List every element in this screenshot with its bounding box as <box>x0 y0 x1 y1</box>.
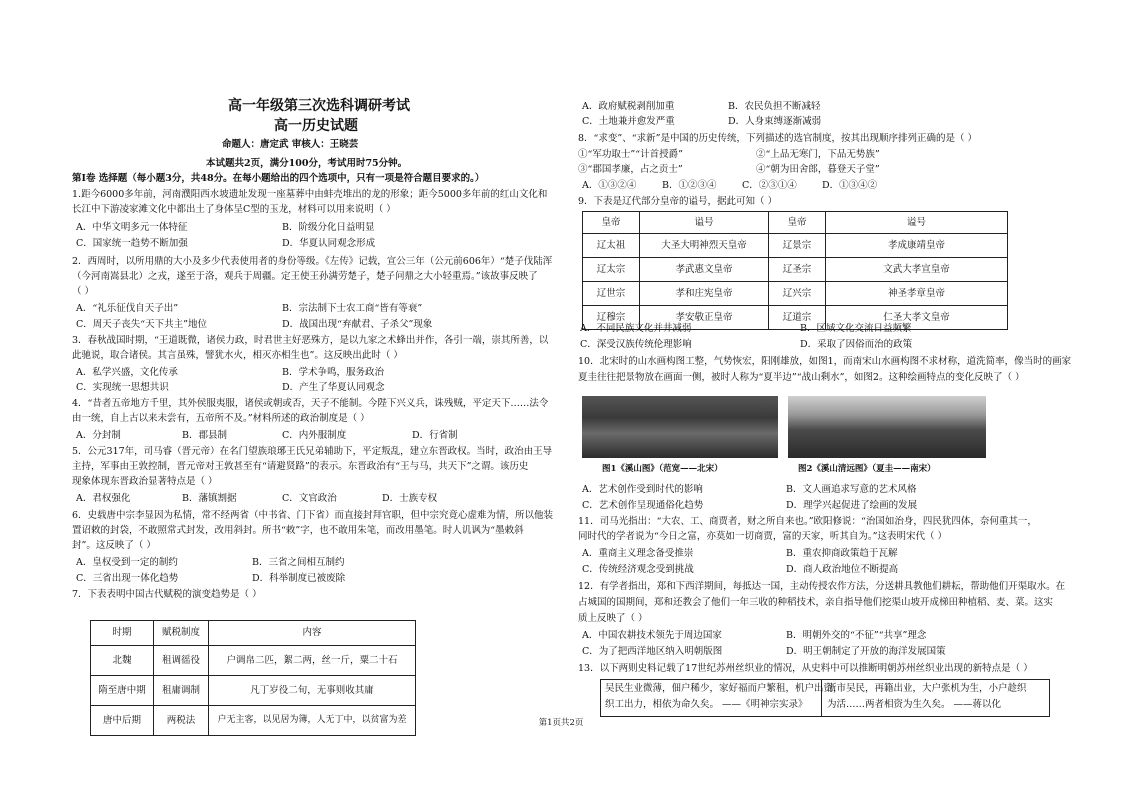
quote-text: 织工出力，相依为命久矣。 ——《明神宗实录》 <box>605 699 808 710</box>
option: C．艺术创作呈现通俗化趋势 <box>582 500 704 511</box>
subject-title: 高一历史试题 <box>274 118 358 134</box>
option: D．理学兴起促进了绘画的发展 <box>786 500 918 511</box>
option: B．①②③④ <box>662 180 717 191</box>
table-cell: 孝安敬正皇帝 <box>640 306 769 330</box>
option: D．科举制度已被废除 <box>252 573 346 584</box>
table-header: 皇帝 <box>769 212 826 234</box>
question-text: 3．春秋战国时期，“王道既微，诸侯力政，时君世主好恶殊方，是以九家之术蜂出并作，各引一端，崇其所善，以 <box>72 335 549 346</box>
question-text: 6．史载唐中宗李显因为私情，常不经两省（中书省、门下省）而直接封拜官职，但中宗究竟心虚难为情，所以他装 <box>72 510 554 521</box>
option: A．“礼乐征伐自天子出” <box>76 303 179 314</box>
table-cell: 辽圣宗 <box>769 258 826 282</box>
figure-caption: 图1《溪山图》（范宽——北宋） <box>602 464 723 474</box>
table-cell: 户无主客，以见居为簿，人无丁中，以贫富为差 <box>209 706 416 736</box>
table-cell: 辽道宗 <box>769 306 826 330</box>
option: C．深受汉族传统伦理影响 <box>580 339 692 350</box>
option: A．艺术创作受到时代的影响 <box>582 484 703 495</box>
table-cell: 辽世宗 <box>583 282 640 306</box>
option: D．战国出现“弃献君、子杀父”现象 <box>282 319 433 330</box>
option: D．商人政治地位不断提高 <box>786 564 899 575</box>
option: C．实现统一思想共识 <box>76 382 169 393</box>
question-text: 长江中下游凌家滩文化中都出土了身体呈C型的玉龙，材料可以用来说明（ ） <box>72 204 396 215</box>
quote-text: 吴民生业微薄，佃户稀少，家好福而户繁租，机户出资， <box>605 683 843 694</box>
option: A．中华文明多元一体特征 <box>76 222 188 233</box>
option: B．学术争鸣，服务政治 <box>282 367 384 378</box>
option: C．国家统一趋势不断加强 <box>76 238 188 249</box>
question-text: 9．下表是辽代部分皇帝的谥号，据此可知（ ） <box>578 196 778 207</box>
question-text: 8．“求变”、“求新”是中国的历史传统，下列描述的选官制度，按其出现顺序排列正确的是（ ） <box>578 133 977 144</box>
table-cell: 两税法 <box>154 706 209 736</box>
table-row <box>583 258 1008 282</box>
question-text: 由一统，自上古以来未尝有，五帝所不及。”材料所述的政治制度是（ ） <box>72 413 370 424</box>
option: B．三省之间相互制约 <box>252 557 345 568</box>
option: B．阶级分化日益明显 <box>282 222 375 233</box>
question-text: 占城国的国期间，郑和还教会了他们一年三收的种稻技术，亲自指导他们挖渠山坡开成梯田种植稻、麦、菜。这实 <box>578 597 1054 608</box>
option: C．周天子丧失“天下共主”地位 <box>76 319 207 330</box>
question-text: 2．西周时，以所用鼎的大小及多少代表使用者的身份等级。《左传》记载，宣公三年（公元前606年）“楚子伐陆浑 <box>72 256 553 267</box>
table-row <box>91 646 416 676</box>
option: B．宗法制下士农工商“皆有等衰” <box>282 303 423 314</box>
source-quote-box <box>600 679 1050 717</box>
option: A．重商主义理念备受推崇 <box>582 548 694 559</box>
question-text: 置诏敕的封袋，不敢照常式封发，改用斜封。所书“敕”字，也不敢用朱笔，而改用墨笔。时人讥讽为“墨敕斜 <box>72 525 524 536</box>
option: A．不同民族文化并井减弱 <box>580 323 692 334</box>
exam-info: 本试题共2页，满分100分，考试用时75分钟。 <box>206 158 408 169</box>
option: B．重农抑商政策趋于瓦解 <box>786 548 898 559</box>
question-text: 4．“昔者五帝地方千里，其外侯服夷服，诸侯或朝或否，天子不能制。今陛下兴义兵，诛残贼，平定天下……法令 <box>72 398 549 409</box>
option: C．内外服制度 <box>282 430 347 441</box>
table-header: 皇帝 <box>583 212 640 234</box>
table-cell: 隋至唐中期 <box>91 676 154 706</box>
table-cell: 租调徭役 <box>154 646 209 676</box>
table-cell: 辽太宗 <box>583 258 640 282</box>
table-cell: 辽兴宗 <box>769 282 826 306</box>
option: C．文官政治 <box>282 493 337 504</box>
liao-emperor-table <box>582 211 1008 330</box>
figure-caption: 图2《溪山清远图》（夏圭——南宋） <box>798 464 936 474</box>
option: A．皇权受到一定的制约 <box>76 557 178 568</box>
option: D．产生了华夏认同观念 <box>282 382 385 393</box>
option: D．行省制 <box>412 430 458 441</box>
option: A．中国农耕技术领先于周边国家 <box>582 630 722 641</box>
option: D．采取了因俗而治的政策 <box>800 339 913 350</box>
table-row <box>583 234 1008 258</box>
option: B．藩镇割据 <box>182 493 237 504</box>
table-header: 时期 <box>91 621 154 646</box>
table-cell: 北魏 <box>91 646 154 676</box>
table-cell: 唐中后期 <box>91 706 154 736</box>
question-text: （今河南嵩县北）之戎，遂至于洛，观兵于周疆。定王使王孙满劳楚子，楚子问鼎之大小轻重焉。”该故事反映了 <box>72 271 538 282</box>
painting-2-image <box>788 396 986 458</box>
list-item: ④“朝为田舍郎，暮登天子堂” <box>756 164 880 175</box>
question-text: 7．下表表明中国古代赋税的演变趋势是（ ） <box>72 589 262 600</box>
list-item: ③“郡国孝廉，占之贡士” <box>578 164 683 175</box>
option: D．人身束缚逐渐减弱 <box>728 116 822 127</box>
option: D．①③④② <box>822 180 878 191</box>
page-number: 第1页共2页 <box>538 718 584 728</box>
table-cell: 辽穆宗 <box>583 306 640 330</box>
option: A．分封制 <box>76 430 121 441</box>
table-header: 赋税制度 <box>154 621 209 646</box>
quote-text: 浙市吴民，再籍出业，大户张机为生，小户趁织 <box>827 683 1027 694</box>
option: B．郡县制 <box>182 430 227 441</box>
question-text: 12．有学者指出，郑和下西洋期间，每抵达一国，主动传授农作方法，分送耕具教他们耕耘，帮助他们开渠取水。在 <box>578 581 1066 592</box>
option: B．文人画追求写意的艺术风格 <box>786 484 917 495</box>
option: B．明朝外交的“不征”“共享”理念 <box>786 630 927 641</box>
option: A．私学兴盛，文化传承 <box>76 367 178 378</box>
table-row <box>91 676 416 706</box>
table-cell: 文武大孝宣皇帝 <box>826 258 1008 282</box>
option: D．明王朝制定了开放的海洋发展国策 <box>786 646 946 657</box>
question-text: 13．以下两则史料记载了17世纪苏州丝织业的情况，从史料中可以推断明朝苏州丝织业出现的新特点是（ ） <box>578 663 1033 674</box>
option: D．士族专权 <box>382 493 438 504</box>
table-cell: 凡丁岁役二旬，无事则收其庸 <box>209 676 416 706</box>
question-text: 封”。这反映了（ ） <box>72 540 156 551</box>
option: C．②③①④ <box>742 180 797 191</box>
table-cell: 仁圣大孝文皇帝 <box>826 306 1008 330</box>
authors: 命题人：唐定武 审核人：王晓芸 <box>222 139 359 150</box>
question-text: （ ） <box>72 286 95 297</box>
quote-text: 为活……两者相资为生久矣。 ——蒋以化 <box>827 699 1002 710</box>
option: D．华夏认同观念形成 <box>282 238 376 249</box>
option: A．君权强化 <box>76 493 131 504</box>
table-cell: 大圣大明神烈天皇帝 <box>640 234 769 258</box>
table-row <box>583 282 1008 306</box>
question-text: 主持，军事由王敦控制，晋元帝对王敦甚至有“请避贤路”的表示。东晋政治有“王与马，共天下”之谓。该历史 <box>72 461 529 472</box>
question-text: 10．北宋时的山水画构图工整，气势恢宏，阳刚雄放，如图1，而南宋山水画构图不求材称，道洗简率，像当时的画家 <box>578 356 1072 367</box>
question-text: 现象体现东晋政治显著特点是（ ） <box>72 476 218 487</box>
option: C．土地兼并愈发严重 <box>582 116 675 127</box>
painting-1-image <box>582 396 778 458</box>
question-text: 质上反映了（ ） <box>578 613 648 624</box>
option: C．为了把西洋地区纳入明朝版图 <box>582 646 723 657</box>
table-cell: 孝武惠文皇帝 <box>640 258 769 282</box>
table-cell: 神圣孝章皇帝 <box>826 282 1008 306</box>
list-item: ②“上品无寒门，下品无势族” <box>756 149 880 160</box>
list-item: ①“军功取士”“计首授爵” <box>578 149 683 160</box>
question-text: 1.距今6000多年前，河南濮阳西水坡遗址发现一座墓葬中由蚌壳堆出的龙的形象；距今5000多年前的红山文化和 <box>72 189 548 200</box>
table-cell: 孝成康靖皇帝 <box>826 234 1008 258</box>
option: C．传统经济观念受到挑战 <box>582 564 694 575</box>
question-text: 5．公元317年，司马睿（晋元帝）在名门望族琅琊王氏兄弟辅助下，平定叛乱，建立东晋政权。当时，政治由王导 <box>72 446 553 457</box>
section-heading: 第Ⅰ卷 选择题（每小题3分，共48分。在每小题给出的四个选项中，只有一项是符合题目要求的。） <box>72 173 485 184</box>
table-header: 谥号 <box>640 212 769 234</box>
question-text: 夏圭往往把景物放在画面一侧，被时人称为“夏半边”“战山剩水”，如图2。这种绘画特点的变化反映了（ ） <box>578 372 1025 383</box>
option: B．区域文化交流日益频繁 <box>800 323 912 334</box>
table-cell: 户调帛二匹，絮二两，丝一斤，粟二十石 <box>209 646 416 676</box>
table-cell: 辽景宗 <box>769 234 826 258</box>
table-cell: 辽太祖 <box>583 234 640 258</box>
option: A．①③②④ <box>582 180 637 191</box>
table-header: 谥号 <box>826 212 1008 234</box>
option: A．政府赋税剥削加重 <box>582 101 675 112</box>
option: C．三省出现一体化趋势 <box>76 573 179 584</box>
question-text: 此驰说，取合诸侯。其言虽殊，譬犹水火，相灭亦相生也”。这反映出此时（ ） <box>72 350 403 361</box>
option: B．农民负担不断减轻 <box>728 101 821 112</box>
table-header: 内容 <box>209 621 416 646</box>
question-text: 11．司马光指出：“大农、工、商贾者，财之所自来也。”欧阳修说：“治国如治身，四民犹四体，奈何重其一， <box>578 516 1037 527</box>
table-cell: 租庸调制 <box>154 676 209 706</box>
exam-title: 高一年级第三次选科调研考试 <box>228 98 410 114</box>
question-text: 同时代的学者说为“今日之富，亦莫如一切商贾，富的天家，听其自为。”这表明宋代（ ） <box>578 531 947 542</box>
table-cell: 孝和庄宪皇帝 <box>640 282 769 306</box>
